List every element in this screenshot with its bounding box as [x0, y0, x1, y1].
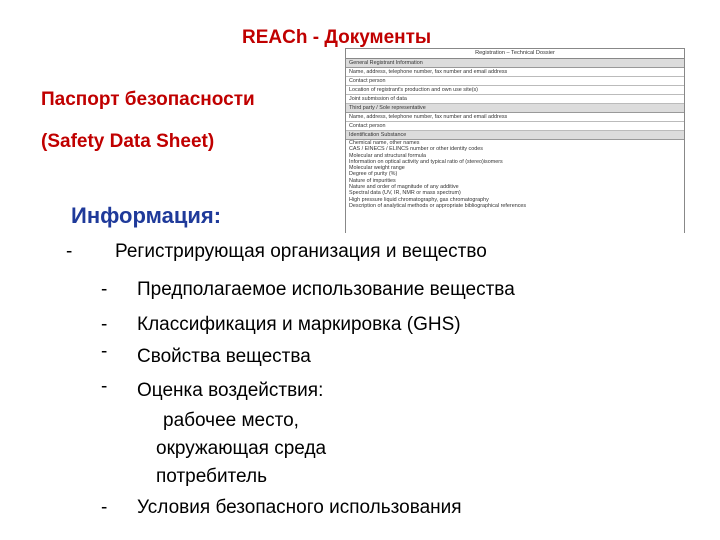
info-item-properties: Свойства вещества: [137, 346, 311, 367]
info-item-classification: Классификация и маркировка (GHS): [137, 314, 461, 335]
dossier-row: Location of registrant's production and own use site(s): [346, 86, 684, 95]
dossier-row: Contact person: [346, 77, 684, 86]
info-item-exposure-assessment: Оценка воздействия:: [137, 380, 324, 401]
dossier-line: Spectral data (UV, IR, NMR or mass spectrum): [349, 190, 461, 197]
dossier-row: Name, address, telephone number, fax number and email address: [346, 113, 684, 122]
dossier-line: Chemical name, other names: [349, 140, 420, 146]
bullet-dash: -: [101, 314, 108, 335]
exposure-subitem-workplace: рабочее место,: [163, 410, 299, 431]
sds-heading-russian: Паспорт безопасности: [41, 89, 255, 110]
dossier-line: Molecular and structural formula: [349, 152, 426, 159]
dossier-row: Joint submission of data: [346, 95, 684, 104]
dossier-line: CAS / EINECS / ELINCS number or other identity codes: [349, 146, 483, 153]
dossier-section-general: General Registrant Information: [346, 59, 684, 68]
dossier-header: Registration – Technical Dossier: [346, 49, 684, 59]
bullet-dash: -: [101, 497, 108, 518]
dossier-row: Name, address, telephone number, fax number and email address: [346, 68, 684, 77]
dossier-section-third-party: Third party / Sole representative: [346, 104, 684, 113]
bullet-dash: -: [101, 376, 108, 397]
exposure-subitem-environment: окружающая среда: [156, 438, 327, 459]
info-item-intended-use: Предполагаемое использование вещества: [137, 279, 515, 300]
info-item-safe-use-conditions: Условия безопасного использования: [137, 497, 462, 518]
dossier-line: Description of analytical methods or appropriate bibliographical references: [349, 202, 527, 209]
dossier-line: High pressure liquid chromatography, gas chromatography: [349, 196, 489, 203]
dossier-line: Information on optical activity and typical ratio of (stereo)isomers: [349, 158, 503, 165]
sds-heading-english: (Safety Data Sheet): [41, 131, 215, 152]
bullet-dash: -: [66, 241, 73, 262]
info-item-registrant: Регистрирующая организация и вещество: [115, 241, 487, 262]
dossier-line: Molecular weight range: [349, 165, 405, 172]
exposure-subitem-consumer: потребитель: [156, 466, 267, 487]
slide-title: REACh - Документы: [242, 27, 432, 48]
dossier-line: Degree of purity (%): [349, 171, 398, 178]
dossier-line: Nature of impurities: [349, 177, 396, 184]
bullet-dash: -: [101, 279, 108, 300]
dossier-line: Nature and order of magnitude of any additive: [349, 184, 459, 191]
dossier-section-identification: Identification Substance: [346, 131, 684, 140]
registration-dossier-thumbnail: [345, 48, 685, 233]
bullet-dash: -: [101, 341, 108, 362]
dossier-row: Contact person: [346, 122, 684, 131]
info-heading: Информация:: [71, 203, 222, 228]
